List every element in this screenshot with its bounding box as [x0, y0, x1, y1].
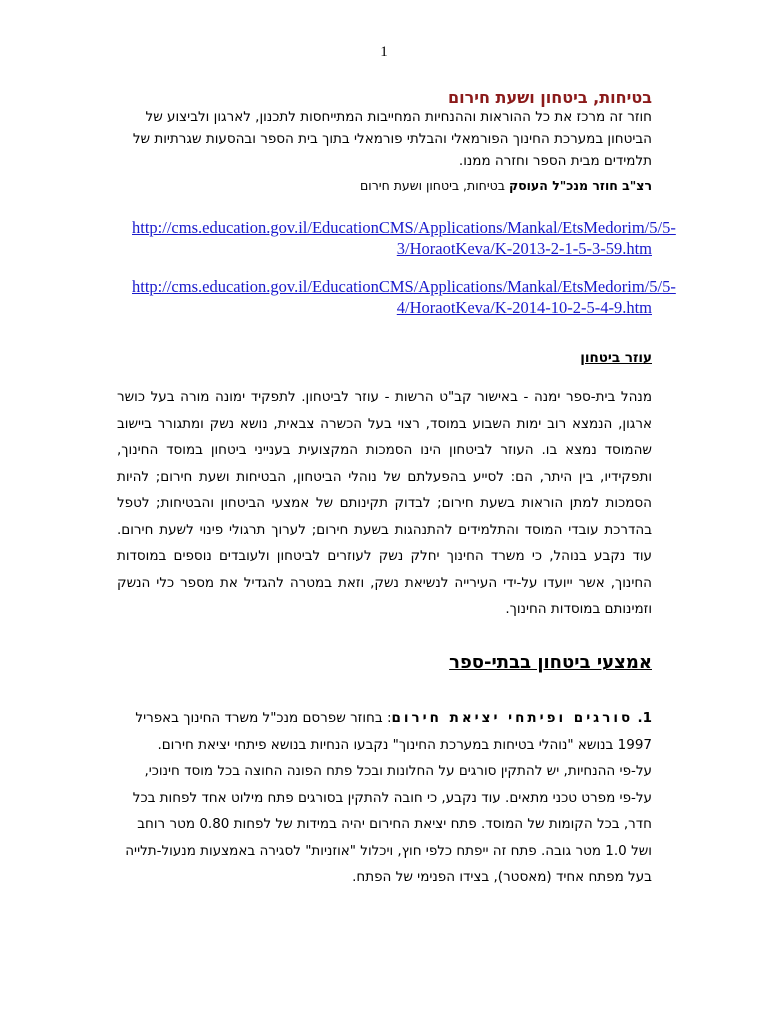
item-number: 1. [637, 710, 652, 726]
security-assistant-paragraph: מנהל בית-ספר ימנה - באישור קב"ט הרשות - עוזר לביטחון. לתפקיד ימונה מורה בעל כושר ארגון, הנמצא רוב ימות השבוע במוסד, רצוי בעל הכשרה צבאית, נושא נשק ומתגורר ביישוב שהמוסד נמצא בו. העוזר לביטחון הינו הסמכות המקצועית בענייני ביטחון במוסד החינוך, ותפקידיו, בין היתר, הם: לסייע בהפעלתם של נוהלי הביטחון, הבטיחות ושעת חירום; להיות הסמכות למתן הוראות בשעת חירום; לבדוק תקינותם של אמצעי הביטחון והבטיחות; לטפל בהדרכת עובדי המוסד והתלמידים להתנהגות בשעת חירום; לערוך תרגולי פינוי לשעת חירום. עוד נקבע בנוהל, כי משרד החינוך יחלק נשק לעוזרים לביטחון ולעובדים נוספים במוסדות החינוך, אשר ייועדו על-ידי העירייה לנשיאת נשק, וזאת במטרה להגדיל את מספר כלי הנשק וזמינותם במוסדות החינוך. [117, 389, 652, 617]
circular-link-1[interactable]: http://cms.education.gov.il/EducationCMS/Applications/Mankal/EtsMedorim/5/5-3/HoraotKeva/K-2013-2-1-5-3-59.htm [132, 218, 676, 258]
item-body: : בחוזר שפרסם מנכ"ל משרד החינוך באפריל 1997 בנושא "נוהלי בטיחות במערכת החינוך" נקבעו הנחיות בנושא פיתחי יציאת חירום. על-פי ההנחיות, יש להתקין סורגים על החלונות ובכל פתח הפונה החוצה בכל מוסד חינוכי, על-פי מפרט טכני מתאים. עוד נקבע, כי חובה להתקין בסורגים פתח מילוט אחד לפחות בכל חדר, בכל הקומות של המוסד. פתח יציאת החירום יהיה במידות של לפחות 0.80 מטר רוחב ושל 1.0 מטר גובה. פתח זה ייפתח כלפי חוץ, ויכלול "אוזניות" לסגירה באמצעות מנעול-תלייה בעל מפתח אחיד (מאסטר), בצידו הפנימי של הפתח. [125, 710, 652, 885]
circular-link-2[interactable]: http://cms.education.gov.il/EducationCMS/Applications/Mankal/EtsMedorim/5/5-4/HoraotKeva/K-2014-10-2-5-4-9.htm [132, 277, 676, 317]
document-title: בטיחות, ביטחון ושעת חירום [447, 88, 652, 107]
security-assistant-heading: עוזר ביטחון [580, 350, 652, 366]
page-number: 1 [380, 44, 388, 60]
intro-paragraph: חוזר זה מרכז את כל ההוראות וההנחיות המחייבות המתייחסות לתכנון, לארגון ולביצוע של הביטחון במערכת החינוך הפורמאלי והבלתי פורמאלי בתוך בית הספר ובהסעות שגרתיות של תלמידים מבית הספר וחזרה ממנו. [132, 109, 652, 169]
circular-reference [360, 178, 652, 193]
bars-emergency-exits-paragraph [122, 705, 652, 891]
item-title: סורגים ופיתחי יציאת חירום [391, 710, 634, 726]
circular-reference-bold: רצ"ב חוזר מנכ"ל העוסק [508, 178, 652, 193]
school-security-heading: אמצעי ביטחון בבתי-ספר [449, 652, 652, 673]
circular-reference-topic: בטיחות, ביטחון ושעת חירום [360, 178, 509, 193]
